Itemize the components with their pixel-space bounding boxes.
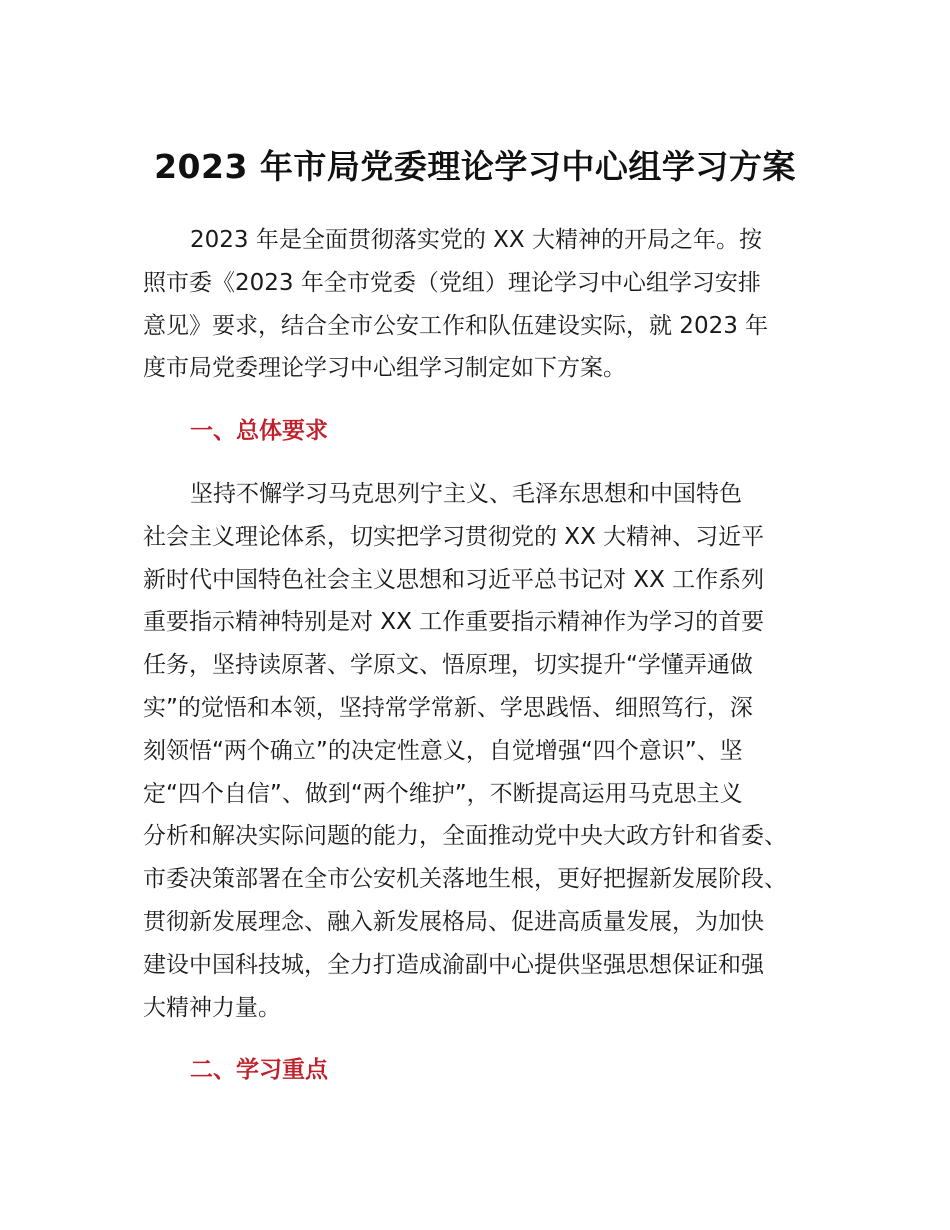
intro-paragraph <box>143 219 843 390</box>
paragraph-line: 任务，坚持读原著、学原文、悟原理，切实提升“学懂弄通做 <box>143 652 753 679</box>
paragraph-line: 意见》要求，结合全市公安工作和队伍建设实际，就 2023 年 <box>143 312 769 339</box>
paragraph-line: 照市委《2023 年全市党委（党组）理论学习中心组学习安排 <box>143 269 761 296</box>
general-requirements-paragraph <box>143 473 843 1029</box>
paragraph-line: 度市局党委理论学习中心组学习制定如下方案。 <box>143 355 626 382</box>
paragraph-line: 市委决策部署在全市公安机关落地生根，更好把握新发展阶段、 <box>143 866 787 893</box>
section-heading-general-requirements: 一、总体要求 <box>190 418 328 444</box>
section-heading-study-focus: 二、学习重点 <box>190 1057 328 1083</box>
paragraph-line: 贯彻新发展理念、融入新发展格局、促进高质量发展，为加快 <box>143 908 764 935</box>
paragraph-line: 重要指示精神特别是对 XX 工作重要指示精神作为学习的首要 <box>143 609 765 636</box>
paragraph-line: 大精神力量。 <box>143 994 281 1021</box>
paragraph-line: 社会主义理论体系，切实把学习贯彻党的 XX 大精神、习近平 <box>143 523 765 550</box>
document-title: 2023 年市局党委理论学习中心组学习方案 <box>154 147 796 186</box>
paragraph-line: 新时代中国特色社会主义思想和习近平总书记对 XX 工作系列 <box>143 566 765 593</box>
paragraph-line: 2023 年是全面贯彻落实党的 XX 大精神的开局之年。按 <box>190 227 762 253</box>
paragraph-line: 实”的觉悟和本领，坚持常学常新、学思践悟、细照笃行，深 <box>143 694 753 721</box>
paragraph-line: 刻领悟“两个确立”的决定性意义，自觉增强“四个意识”、坚 <box>143 737 743 764</box>
paragraph-line: 定“四个自信”、做到“两个维护”，不断提高运用马克思主义 <box>143 780 743 807</box>
paragraph-line: 建设中国科技城，全力打造成渝副中心提供坚强思想保证和强 <box>143 951 764 978</box>
paragraph-line: 坚持不懈学习马克思列宁主义、毛泽东思想和中国特色 <box>190 481 742 507</box>
paragraph-line: 分析和解决实际问题的能力，全面推动党中央大政方针和省委、 <box>143 823 787 850</box>
